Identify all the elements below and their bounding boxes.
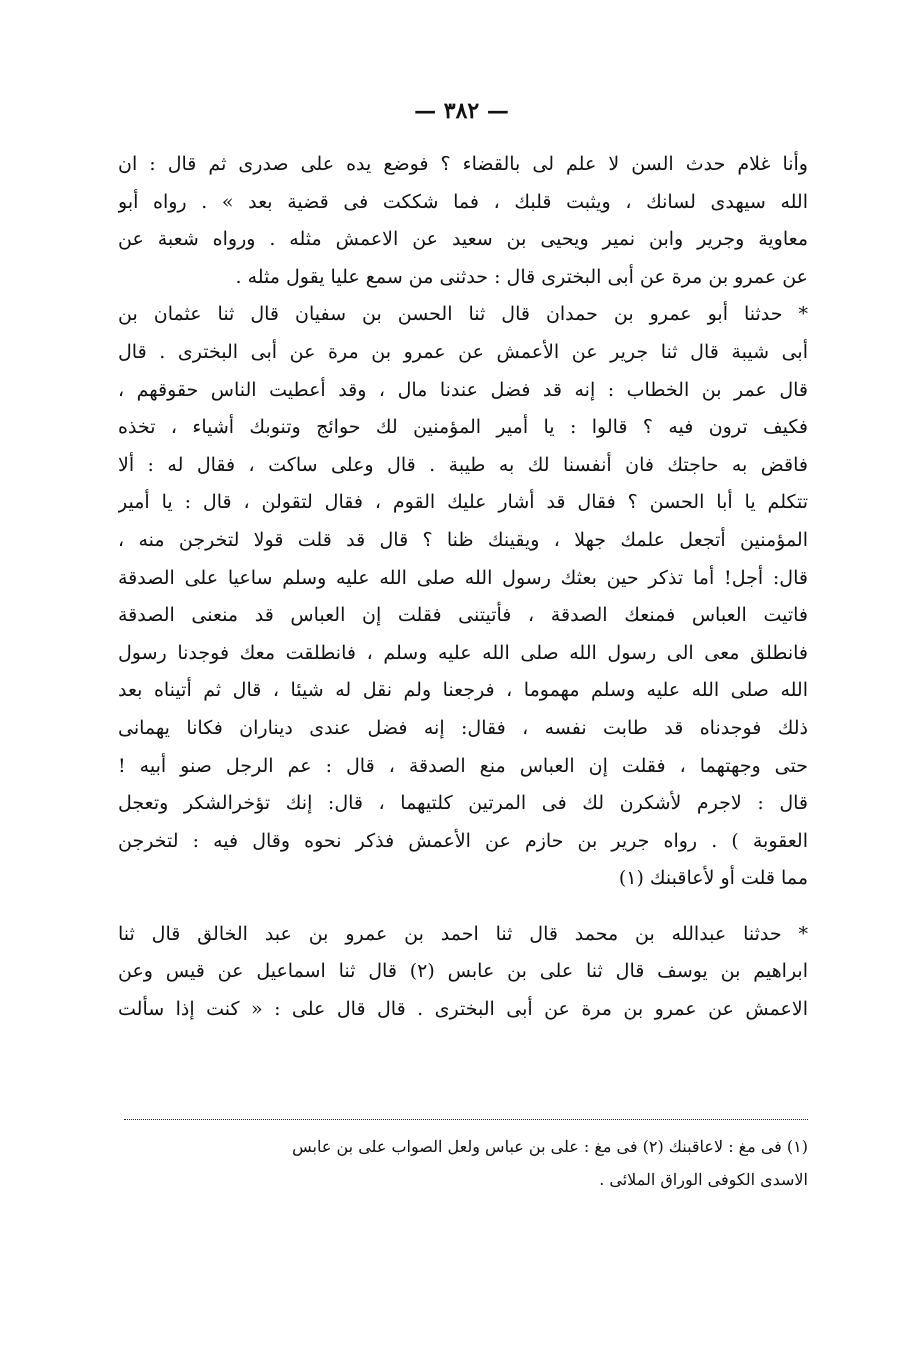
text-line: معاوية وجرير وابن نمير ويحيى بن سعيد عن الاعمش مثله . ورواه شعبة عن — [118, 228, 808, 251]
text-line: وأنا غلام حدث السن لا علم لى بالقضاء ؟ فوضع يده على صدرى ثم قال : ان — [118, 153, 808, 175]
text-line: * حدثنا أبو عمرو بن حمدان قال ثنا الحسن بن سفيان قال ثنا عثمان بن — [118, 303, 808, 326]
footnote-separator — [124, 1119, 808, 1120]
text-line: الاعمش عن عمرو بن مرة عن أبى البخترى . قال قال على : « كنت إذا سألت — [118, 998, 808, 1021]
text-line: فانطلق معى الى رسول الله صلى الله عليه وسلم ، فانطلقت معك فوجدنا رسول — [118, 641, 808, 664]
paragraph-gap — [118, 898, 808, 916]
footnote-line: (١) فى مغ : لاعاقبنك (٢) فى مغ : على بن عباس ولعل الصواب على بن عابس — [292, 1137, 808, 1156]
text-line: * حدثنا عبدالله بن محمد قال ثنا احمد بن عمرو بن عبد الخالق قال ثنا — [118, 922, 808, 945]
text-line: الله سيهدى لسانك ، ويثبت قلبك ، فما شككت فى قضية بعد » . رواه أبو — [118, 190, 808, 213]
text-line: فاتيت العباس فمنعك الصدقة ، فأتيتنى فقلت إن العباس قد منعنى الصدقة — [118, 604, 808, 627]
text-line: فكيف ترون فيه ؟ قالوا : يا أمير المؤمنين لك حوائج وتنوبك أشياء ، تخذه — [118, 416, 808, 439]
body-text — [118, 146, 808, 1029]
text-line: ابراهيم بن يوسف قال ثنا على بن عابس (٢) قال ثنا اسماعيل عن قيس وعن — [118, 960, 808, 983]
text-line: حتى وجهتهما ، فقلت إن العباس منع الصدقة ، قال : عم الرجل صنو أبيه ! — [118, 754, 808, 777]
footnotes — [118, 1130, 808, 1196]
text-line: فاقض به حاجتك فان أنفسنا لك به طيبة . قال وعلى ساكت ، فقال له : ألا — [118, 453, 808, 476]
text-line: قال عمر بن الخطاب : إنه قد فضل عندنا مال ، وقد أعطيت الناس حقوقهم ، — [118, 378, 808, 401]
text-line: أبى شيبة قال ثنا جرير عن الأعمش عن عمرو بن مرة عن أبى البخترى . قال — [118, 340, 808, 363]
text-line: الله صلى الله عليه وسلم مهموما ، فرجعنا ولم نقل له شيئا ، قال ثم أتيناه بعد — [118, 679, 808, 702]
text-line: المؤمنين أتجعل علمك جهلا ، ويقينك ظنا ؟ قال قد قلت قولا لتخرجن منه ، — [118, 528, 808, 551]
text-line: عن عمرو بن مرة عن أبى البخترى قال : حدثنى من سمع عليا يقول مثله . — [235, 265, 808, 288]
text-line: مما قلت أو لأعاقبنك (١) — [618, 867, 808, 890]
text-line: قال: أجل! أما تذكر حين بعثك رسول الله صلى الله عليه وسلم ساعيا على الصدقة — [118, 566, 808, 589]
text-line: تتكلم يا أبا الحسن ؟ فقال قد أشار عليك القوم ، فقال لتقولن ، قال : يا أمير — [118, 491, 808, 514]
text-line: قال : لاجرم لأشكرن لك فى المرتين كلتيهما ، قال: إنك تؤخرالشكر وتعجل — [118, 792, 808, 815]
paragraph-1 — [118, 146, 808, 296]
footnote-line: الاسدى الكوفى الوراق الملائى . — [599, 1170, 808, 1189]
text-line: العقوبة ) . رواه جرير بن حازم عن الأعمش فذكر نحوه وقال فيه : لتخرجن — [118, 829, 808, 852]
paragraph-2 — [118, 296, 808, 898]
page-number: — ٣٨٢ — — [414, 98, 509, 124]
text-line: ذلك فوجدناه قد طابت نفسه ، فقال: إنه فضل عندى ديناران فكانا يهمانى — [118, 716, 808, 739]
paragraph-3 — [118, 916, 808, 1029]
